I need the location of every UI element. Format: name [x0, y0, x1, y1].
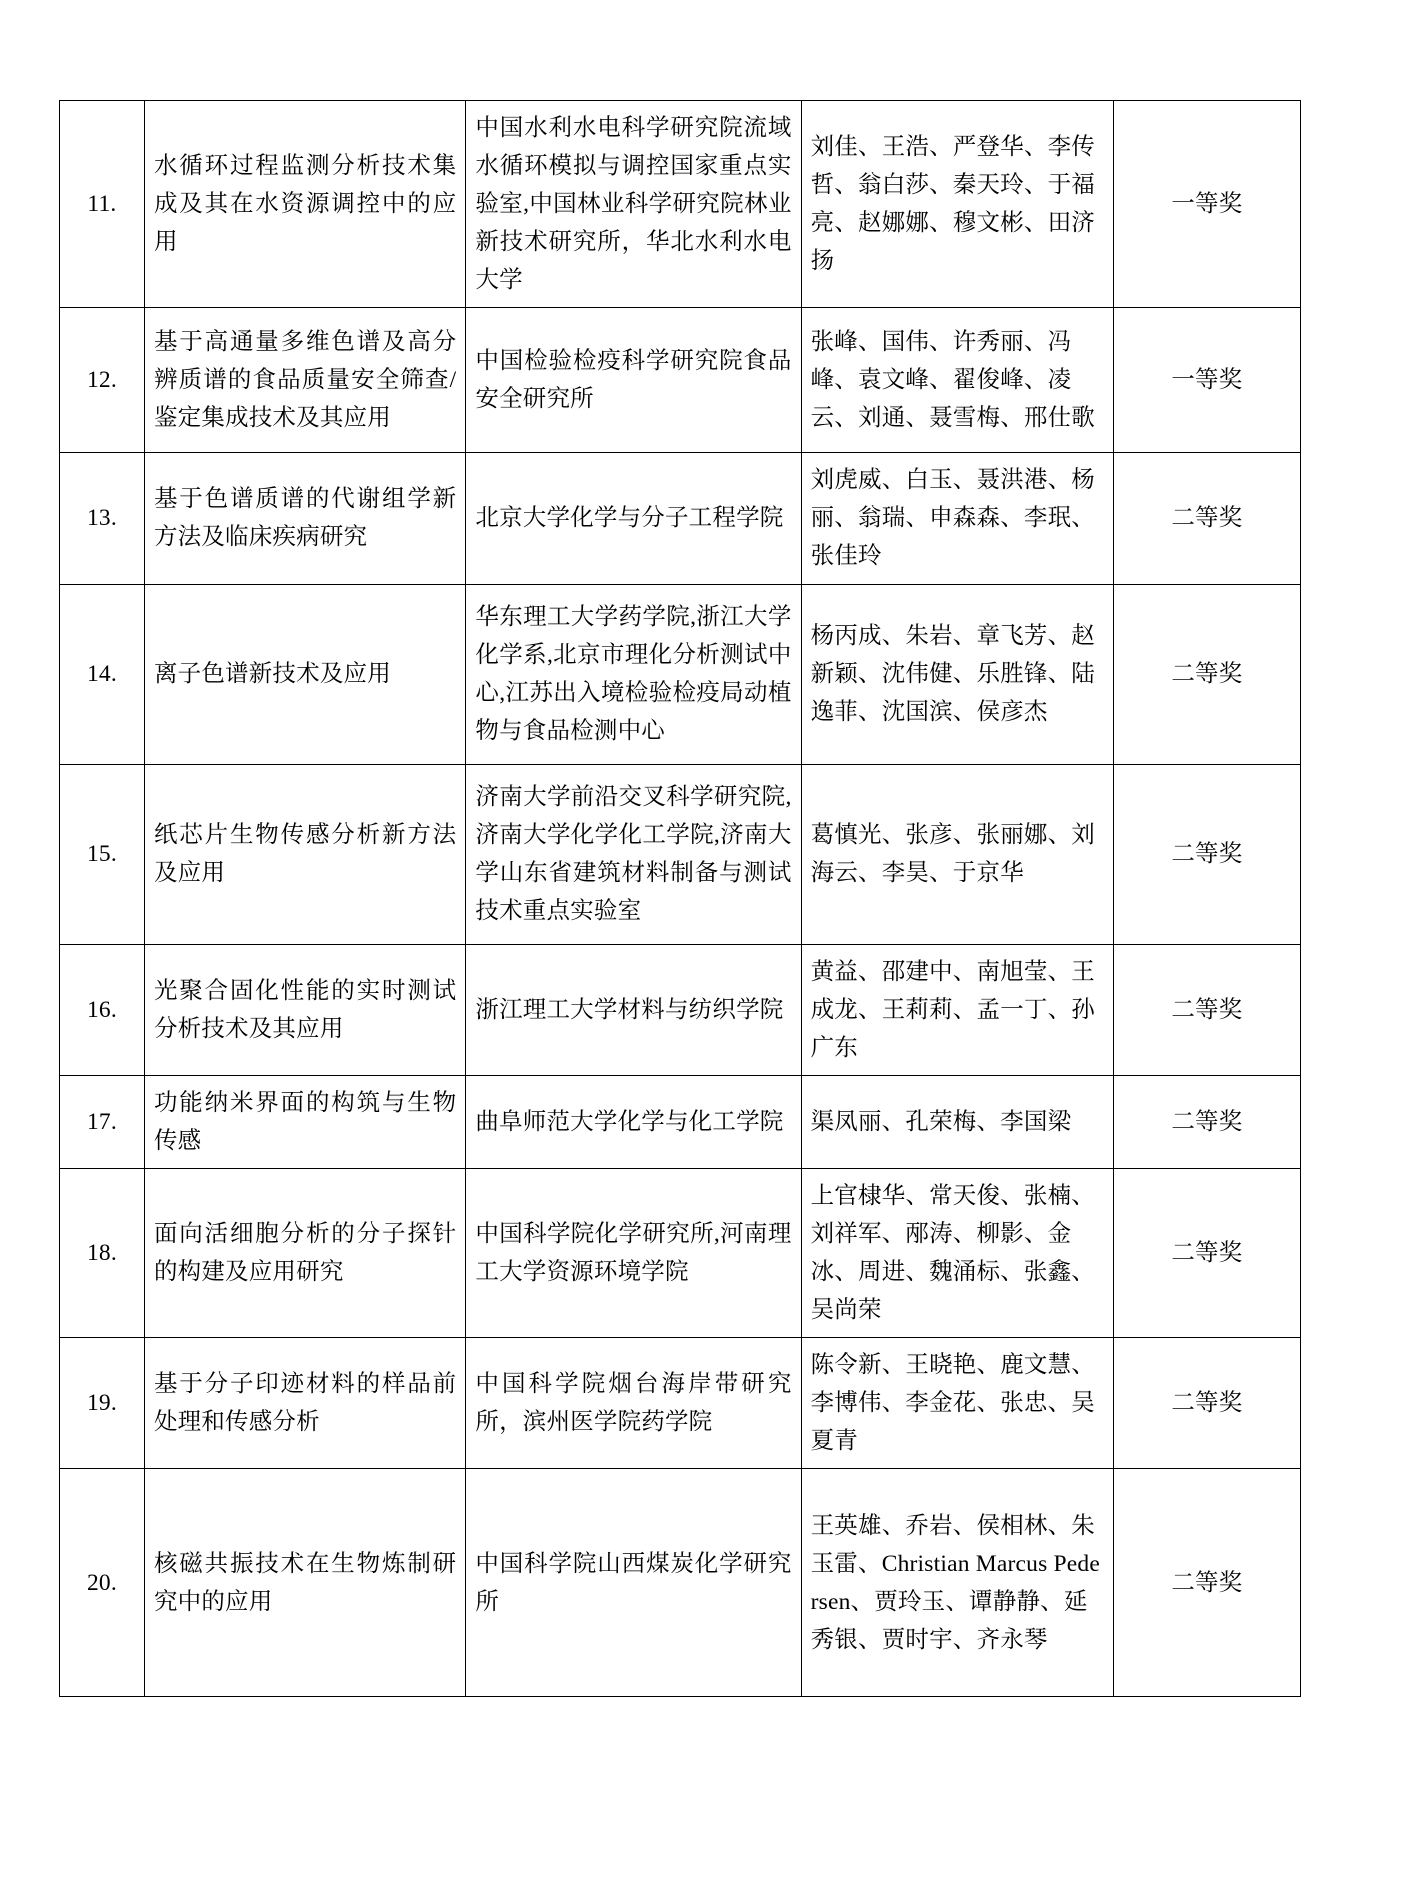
award-level-cell — [1113, 453, 1300, 584]
contributors-cell — [801, 764, 1113, 944]
project-title-cell — [144, 764, 465, 944]
organization-cell — [466, 453, 801, 584]
organization-cell — [466, 308, 801, 453]
row-index-cell — [60, 1168, 145, 1337]
contributors: 刘虎威、白玉、聂洪港、杨丽、翁瑞、申森森、李珉、张佳玲 — [810, 467, 1095, 570]
award-level: 一等奖 — [1171, 367, 1243, 394]
award-level: 二等奖 — [1171, 840, 1243, 867]
contributors: 葛慎光、张彦、张丽娜、刘海云、李昊、于京华 — [810, 821, 1095, 886]
project-title: 离子色谱新技术及应用 — [153, 660, 391, 687]
contributors-cell — [801, 584, 1113, 764]
award-level-cell — [1113, 1168, 1300, 1337]
row-index-cell — [60, 101, 145, 308]
row-index: 13. — [86, 505, 117, 532]
row-index: 19. — [86, 1390, 117, 1417]
table-row — [60, 453, 1301, 584]
award-level: 一等奖 — [1171, 191, 1243, 218]
contributors-cell — [801, 453, 1113, 584]
row-index: 20. — [86, 1569, 117, 1596]
contributors-cell — [801, 944, 1113, 1075]
project-title: 核磁共振技术在生物炼制研究中的应用 — [153, 1550, 457, 1615]
organization-cell — [466, 584, 801, 764]
project-title: 基于高通量多维色谱及高分辨质谱的食品质量安全筛查/鉴定集成技术及其应用 — [153, 329, 457, 432]
project-title-cell — [144, 584, 465, 764]
project-title: 光聚合固化性能的实时测试分析技术及其应用 — [153, 977, 457, 1042]
row-index-cell — [60, 1075, 145, 1168]
organization: 浙江理工大学材料与纺织学院 — [475, 996, 784, 1023]
organization-cell — [466, 1075, 801, 1168]
award-level-cell — [1113, 101, 1300, 308]
table-row — [60, 308, 1301, 453]
award-level-cell — [1113, 764, 1300, 944]
contributors-cell — [801, 1168, 1113, 1337]
award-level-cell — [1113, 944, 1300, 1075]
row-index-cell — [60, 584, 145, 764]
contributors: 张峰、国伟、许秀丽、冯峰、袁文峰、翟俊峰、凌云、刘通、聂雪梅、邢仕歌 — [810, 329, 1095, 432]
project-title: 面向活细胞分析的分子探针的构建及应用研究 — [153, 1220, 457, 1285]
organization-cell — [466, 101, 801, 308]
row-index: 16. — [86, 996, 117, 1023]
organization-cell — [466, 944, 801, 1075]
contributors-cell — [801, 101, 1113, 308]
award-level-cell — [1113, 1469, 1300, 1697]
contributors: 杨丙成、朱岩、章飞芳、赵新颖、沈伟健、乐胜锋、陆逸菲、沈国滨、侯彦杰 — [810, 622, 1095, 726]
award-level: 二等奖 — [1171, 1569, 1243, 1596]
table-row — [60, 1168, 1301, 1337]
organization: 中国科学院化学研究所,河南理工大学资源环境学院 — [475, 1220, 792, 1285]
project-title-cell — [144, 101, 465, 308]
contributors-cell — [801, 1338, 1113, 1469]
contributors: 刘佳、王浩、严登华、李传哲、翁白莎、秦天玲、于福亮、赵娜娜、穆文彬、田济扬 — [810, 134, 1095, 275]
project-title: 基于色谱质谱的代谢组学新方法及临床疾病研究 — [153, 486, 457, 551]
contributors: 黄益、邵建中、南旭莹、王成龙、王莉莉、孟一丁、孙广东 — [810, 958, 1095, 1061]
row-index-cell — [60, 308, 145, 453]
project-title-cell — [144, 944, 465, 1075]
project-title: 纸芯片生物传感分析新方法及应用 — [153, 821, 457, 886]
award-level: 二等奖 — [1171, 660, 1243, 687]
award-level-cell — [1113, 1338, 1300, 1469]
organization: 中国水利水电科学研究院流域水循环模拟与调控国家重点实验室,中国林业科学研究院林业新技术研究所，华北水利水电大学 — [475, 115, 792, 294]
contributors-cell — [801, 308, 1113, 453]
table-row — [60, 1075, 1301, 1168]
row-index: 11. — [87, 191, 117, 218]
award-list-table — [59, 100, 1301, 1697]
organization: 华东理工大学药学院,浙江大学化学系,北京市理化分析测试中心,江苏出入境检验检疫局动植物与食品检测中心 — [475, 603, 792, 745]
row-index: 15. — [86, 840, 117, 867]
row-index: 12. — [86, 367, 117, 394]
contributors-cell — [801, 1075, 1113, 1168]
project-title-cell — [144, 453, 465, 584]
table-body — [60, 101, 1301, 1697]
award-level: 二等奖 — [1171, 1390, 1243, 1417]
project-title: 基于分子印迹材料的样品前处理和传感分析 — [153, 1371, 457, 1436]
award-level-cell — [1113, 308, 1300, 453]
award-level: 二等奖 — [1171, 996, 1243, 1023]
row-index-cell — [60, 764, 145, 944]
contributors: 陈令新、王晓艳、鹿文慧、李博伟、李金花、张忠、吴夏青 — [810, 1352, 1095, 1455]
award-level: 二等奖 — [1171, 505, 1243, 532]
row-index: 14. — [86, 660, 117, 687]
table-row — [60, 764, 1301, 944]
contributors: 渠凤丽、孔荣梅、李国梁 — [810, 1108, 1072, 1135]
row-index: 17. — [86, 1108, 117, 1135]
organization: 北京大学化学与分子工程学院 — [475, 505, 784, 532]
table-row — [60, 584, 1301, 764]
award-level-cell — [1113, 584, 1300, 764]
organization: 中国检验检疫科学研究院食品安全研究所 — [475, 348, 792, 413]
organization-cell — [466, 1338, 801, 1469]
project-title-cell — [144, 1168, 465, 1337]
row-index-cell — [60, 1338, 145, 1469]
table-row — [60, 101, 1301, 308]
table-row — [60, 1338, 1301, 1469]
organization: 中国科学院烟台海岸带研究所，滨州医学院药学院 — [475, 1371, 792, 1436]
project-title: 功能纳米界面的构筑与生物传感 — [153, 1089, 457, 1154]
project-title-cell — [144, 308, 465, 453]
award-level-cell — [1113, 1075, 1300, 1168]
project-title-cell — [144, 1469, 465, 1697]
organization-cell — [466, 764, 801, 944]
row-index-cell — [60, 944, 145, 1075]
organization-cell — [466, 1469, 801, 1697]
table-row — [60, 1469, 1301, 1697]
row-index-cell — [60, 1469, 145, 1697]
organization: 中国科学院山西煤炭化学研究所 — [475, 1550, 792, 1615]
project-title-cell — [144, 1075, 465, 1168]
award-level: 二等奖 — [1171, 1108, 1243, 1135]
award-level: 二等奖 — [1171, 1239, 1243, 1266]
project-title: 水循环过程监测分析技术集成及其在水资源调控中的应用 — [153, 153, 457, 256]
contributors-cell — [801, 1469, 1113, 1697]
organization: 济南大学前沿交叉科学研究院,济南大学化学化工学院,济南大学山东省建筑材料制备与测试技术重点实验室 — [475, 783, 792, 925]
row-index-cell — [60, 453, 145, 584]
contributors: 王英雄、乔岩、侯相林、朱玉雷、Christian Marcus Pedersen、贾玲玉、谭静静、延秀银、贾时宇、齐永琴 — [810, 1512, 1100, 1653]
organization: 曲阜师范大学化学与化工学院 — [475, 1108, 784, 1135]
contributors: 上官棣华、常天俊、张楠、刘祥军、邴涛、柳影、金冰、周进、魏涌标、张鑫、吴尚荣 — [810, 1182, 1095, 1323]
organization-cell — [466, 1168, 801, 1337]
project-title-cell — [144, 1338, 465, 1469]
row-index: 18. — [86, 1239, 117, 1266]
table-row — [60, 944, 1301, 1075]
